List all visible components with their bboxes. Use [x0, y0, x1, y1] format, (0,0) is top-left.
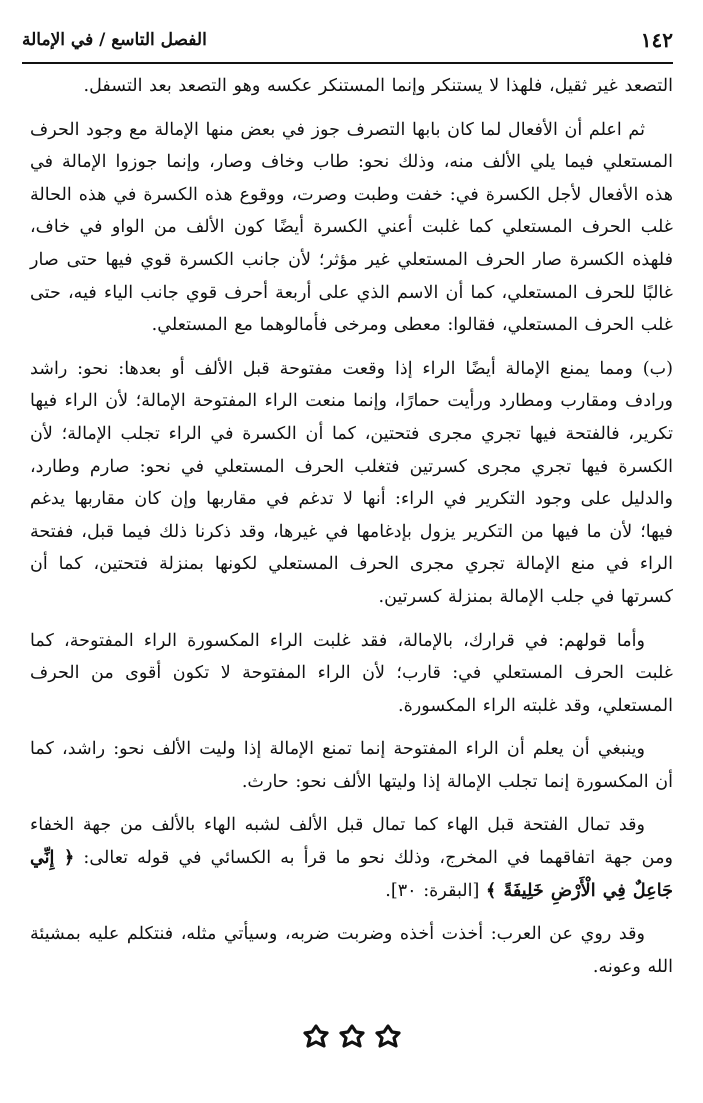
chapter-title: الفصل التاسع / في الإمالة — [22, 30, 207, 50]
section-end-ornament — [0, 1020, 703, 1054]
header-divider — [22, 62, 673, 64]
paragraph-ra-adjacent-alif: وينبغي أن يعلم أن الراء المفتوحة إنما تمنع الإمالة إذا وليت الألف نحو: راشد، كما أن المكسورة إنما تجلب الإمالة إذا وليتها الألف نحو: حارث. — [30, 739, 673, 792]
paragraph-arab-report: وقد روي عن العرب: أخذت أخذه وضربت ضربه، وسيأتي مثله، فنتكلم عليه بمشيئة الله وعونه. — [30, 924, 673, 977]
quran-citation: [البقرة: ٣٠]. — [385, 880, 487, 901]
page-number: ١٤٢ — [640, 28, 673, 52]
paragraph-continuation: التصعد غير ثقيل، فلهذا لا يستنكر وإنما المستنكر عكسه وهو التصعد بعد التسفل. — [83, 76, 673, 96]
paragraph-ha-imala — [30, 809, 673, 907]
paragraph-qararik: وأما قولهم: في قرارك، بالإمالة، فقد غلبت الراء المكسورة الراء المفتوحة، كما غلبت الحرف المستعلي في: قارب؛ لأن الراء المفتوحة لا تكون أقوى من الحرف المستعلي، وقد غلبته الراء المكسورة. — [30, 630, 673, 716]
page-body — [30, 70, 673, 994]
quran-quote: ﴿ إِنِّي جَاعِلٌ فِي الْأَرْضِ خَلِيفَةً ﴾ — [30, 847, 673, 901]
paragraph-ra-prevents-imala: (ب) ومما يمنع الإمالة أيضًا الراء إذا وقعت مفتوحة قبل الألف أو بعدها: نحو: راشد ورادف ومقارب ومطارد ورأيت حمارًا، وإنما منعت الراء المفتوحة الإمالة؛ لأن الراء فيها تكرير، فالفتحة فيها تجري مجرى فتحتين، كما أن الكسرة في الراء تجلب الإمالة؛ لأن الكسرة فيها تجري مجرى كسرتين فتغلب الحرف المستعلي في نحو: صارم وطارد، والدليل على وجود التكرير في الراء: أنها لا تدغم في مقاربها وإن كان مقاربها يدغم فيها؛ لأن ما فيها من التكرير يزول بإدغامها في غيرها، وقد ذكرنا ذلك فيما قبل، ففتحة الراء في منع الإمالة تجري مجرى الحرف المستعلي لكونها بمنزلة فتحتين، كما أن كسرتها في جلب الإمالة بمنزلة كسرتين. — [30, 358, 673, 607]
flower-ornament-icon — [303, 1024, 329, 1050]
paragraph-ha-imala-text: وقد تمال الفتحة قبل الهاء كما تمال قبل الألف لشبه الهاء بالألف من جهة الخفاء ومن جهة اتفاقهما في المخرج، وذلك نحو ما قرأ به الكسائي في قوله تعالى: — [30, 815, 673, 869]
flower-ornament-icon — [339, 1024, 365, 1050]
paragraph-verbs-imala: ثم اعلم أن الأفعال لما كان بابها التصرف جوز في بعض منها الإمالة مع وجود الحرف المستعلي فيما يلي الألف منه، وذلك نحو: طاب وخاف وصار، وإنما جوزوا الإمالة في هذه الأفعال لأجل الكسرة في: خفت وطبت وصرت، ووقوع هذه الكسرة في هذه الحالة غلب الحرف المستعلي كما غلبت أعني الكسرة أيضًا كون الألف من الواو في خاف، فلهذه الكسرة صار الحرف المستعلي غير مؤثر؛ لأن جانب الكسرة قوي فيها حتى صار غالبًا للحرف المستعلي، كما أن الاسم الذي على أربعة أحرف قوي جانب الياء فيه، حتى غلب الحرف المستعلي، فقالوا: معطى ومرخى فأمالوهما مع المستعلي. — [30, 119, 673, 336]
page-header — [22, 28, 673, 62]
flower-ornament-icon — [375, 1024, 401, 1050]
